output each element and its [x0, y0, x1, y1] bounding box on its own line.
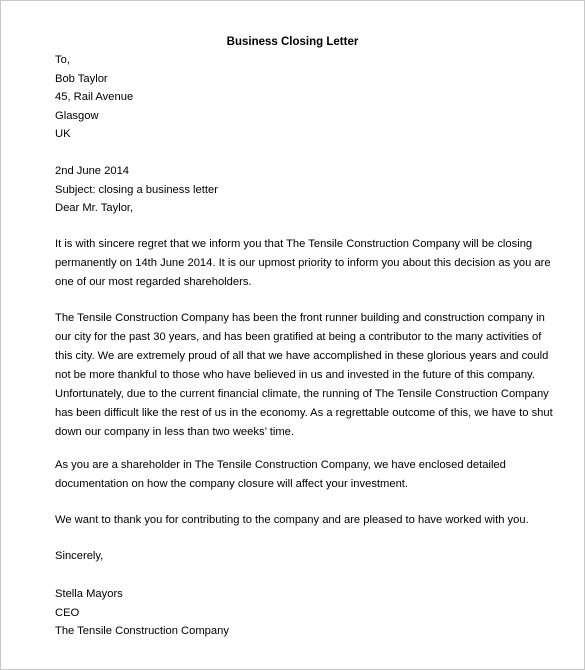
recipient-line: To, — [55, 54, 70, 66]
letter-closing — [55, 547, 555, 566]
recipient-address — [55, 51, 555, 144]
paragraph-line: documentation on how the company closure will affect your investment. — [55, 478, 409, 490]
paragraph-line: has been difficult like the rest of us in the economy. As a regrettable outcome of this, we have to shut — [55, 407, 553, 419]
signer-company: The Tensile Construction Company — [55, 625, 229, 637]
paragraph-line: Unfortunately, due to the current financial climate, the running of The Tensile Construction Company — [55, 388, 549, 400]
signer-name: Stella Mayors — [55, 588, 123, 600]
letter-date: 2nd June 2014 — [55, 165, 130, 177]
paragraph-line: one of our most regarded shareholders. — [55, 276, 252, 288]
letter-subject: Subject: closing a business letter — [55, 183, 218, 196]
paragraph-4 — [55, 511, 555, 530]
paragraph-line: not be more thankful to those who have believed in us and invested in the future of this company. — [55, 369, 535, 381]
recipient-line: 45, Rail Avenue — [55, 91, 134, 103]
recipient-line: Glasgow — [55, 109, 99, 122]
paragraph-line: permanently on 14th June 2014. It is our upmost priority to inform you about this decision as you are — [55, 257, 551, 269]
signature-block — [55, 585, 555, 641]
recipient-line: UK — [55, 128, 71, 140]
paragraph-line: As you are a shareholder in The Tensile Construction Company, we have enclosed detailed — [55, 459, 506, 471]
paragraph-line: The Tensile Construction Company has been the front runner building and construction company in — [55, 312, 545, 324]
paragraph-line: this city. We are extremely proud of all that we have accomplished in these glorious years and could — [55, 350, 549, 362]
recipient-line: Bob Taylor — [55, 72, 108, 85]
paragraph-line: our city for the past 30 years, and has been gratified at being a contributor to the many activities of — [55, 331, 542, 343]
paragraph-line: It is with sincere regret that we inform you that The Tensile Construction Company will be closing — [55, 238, 533, 250]
paragraph-1 — [55, 235, 555, 292]
letter-title: Business Closing Letter — [226, 36, 359, 48]
paragraph-3 — [55, 456, 555, 494]
paragraph-line: down our company in less than two weeks’ time. — [55, 426, 294, 438]
letter-header — [55, 162, 555, 218]
closing-text: Sincerely, — [55, 550, 104, 562]
paragraph-2 — [55, 309, 555, 442]
letter-salutation: Dear Mr. Taylor, — [55, 202, 134, 214]
paragraph-line: We want to thank you for contributing to the company and are pleased to have worked with you. — [55, 514, 529, 526]
signer-title: CEO — [55, 606, 80, 619]
